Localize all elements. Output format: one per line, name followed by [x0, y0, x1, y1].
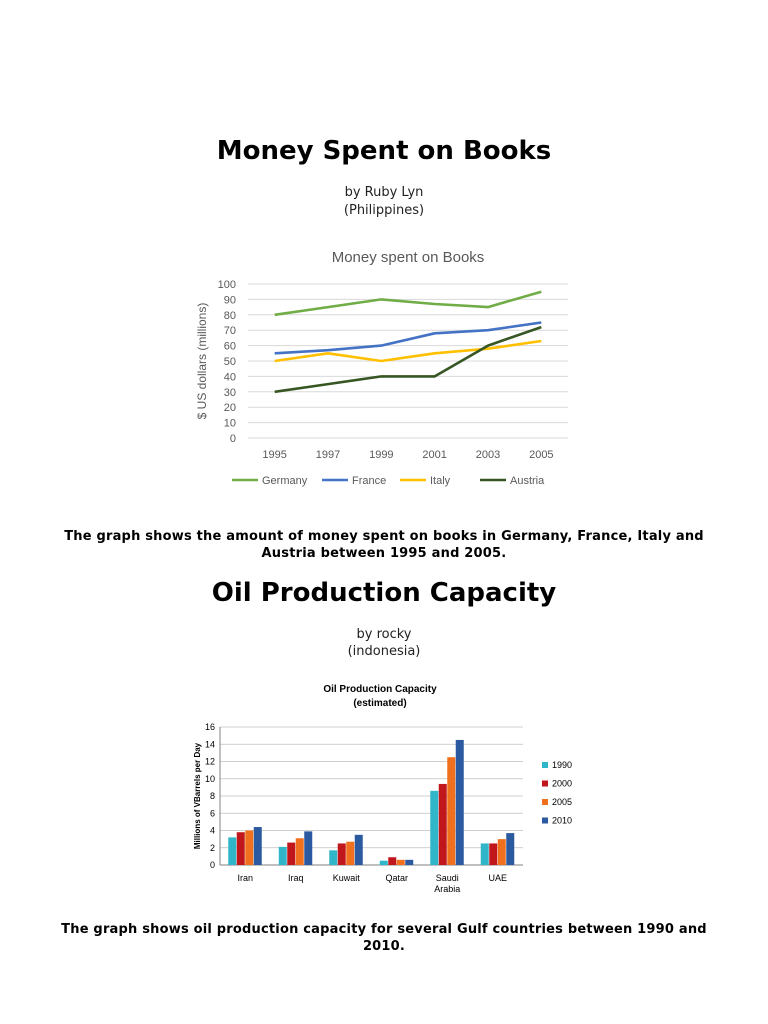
y-tick-label: 0 [209, 860, 215, 870]
bar-saudi-arabia-2010 [456, 740, 464, 865]
oil-bar-chart [185, 678, 595, 910]
page-title-books: Money Spent on Books [216, 136, 552, 166]
legend-label-france: France [352, 475, 387, 487]
y-tick-label: 70 [223, 325, 236, 338]
y-tick-label: 8 [209, 791, 215, 801]
legend-label-1990: 1990 [552, 760, 573, 770]
bar-iraq-1990 [279, 847, 287, 865]
bar-kuwait-1990 [329, 850, 337, 865]
y-tick-label: 10 [204, 773, 215, 784]
legend-label-2010: 2010 [552, 815, 573, 826]
legend-label-2005: 2005 [552, 797, 573, 807]
y-tick-label: 20 [223, 402, 236, 415]
x-tick-label: 1995 [262, 449, 287, 461]
x-tick-label: UAE [488, 873, 508, 883]
y-axis-label: $ US dollars (millions) [195, 302, 209, 420]
series-line-austria [275, 327, 542, 392]
x-tick-label: Kuwait [332, 873, 360, 883]
bar-saudi-arabia-2000 [439, 784, 447, 865]
y-tick-label: 50 [223, 356, 236, 368]
x-tick-label: Saudi [435, 873, 459, 883]
series-line-france [275, 323, 542, 354]
y-tick-label: 100 [217, 279, 236, 291]
x-tick-label: 2003 [475, 449, 501, 461]
legend-label-germany: Germany [262, 475, 308, 487]
bar-iraq-2005 [296, 838, 304, 865]
y-tick-label: 12 [204, 756, 215, 767]
y-tick-label: 14 [204, 739, 215, 750]
bar-kuwait-2010 [355, 835, 363, 865]
byline-author-books: by Ruby Lyn [344, 185, 424, 200]
byline-country-oil: (indonesia) [347, 644, 421, 659]
bar-iran-2010 [254, 827, 262, 865]
y-tick-label: 90 [223, 294, 236, 307]
x-tick-label: Iraq [287, 873, 304, 883]
legend-label-2000: 2000 [552, 778, 573, 789]
bar-uae-2000 [489, 843, 497, 865]
series-line-germany [275, 292, 542, 315]
x-tick-label: 2005 [529, 449, 554, 461]
y-tick-label: 60 [223, 340, 236, 353]
y-tick-label: 10 [223, 417, 236, 430]
bar-saudi-arabia-1990 [430, 791, 438, 865]
y-tick-label: 4 [209, 825, 215, 836]
byline-author-oil: by rocky [356, 627, 412, 642]
bar-iran-2005 [245, 831, 253, 866]
y-tick-label: 80 [223, 309, 236, 322]
bar-qatar-2005 [397, 860, 405, 865]
x-tick-label: 1997 [315, 449, 341, 461]
bar-iraq-2000 [287, 843, 295, 865]
books-line-chart [190, 240, 580, 495]
y-tick-label: 30 [223, 386, 236, 399]
chart-subtitle: (estimated) [353, 698, 407, 709]
bar-qatar-2010 [405, 860, 413, 865]
y-tick-label: 6 [209, 808, 215, 819]
x-tick-label: 1999 [369, 449, 394, 461]
x-tick-label: Iran [237, 873, 254, 883]
x-tick-label: 2001 [422, 449, 447, 461]
bar-iran-2000 [237, 832, 245, 865]
bar-iraq-2010 [304, 831, 312, 865]
bar-qatar-1990 [380, 861, 388, 865]
bar-uae-1990 [481, 843, 489, 865]
y-tick-label: 40 [223, 371, 236, 384]
chart-title: Oil Production Capacity [323, 684, 437, 695]
y-tick-label: 0 [229, 433, 236, 445]
y-axis-label: Millions of VBarrels per Day [193, 742, 202, 850]
legend-label-italy: Italy [430, 475, 451, 487]
bar-uae-2005 [498, 839, 506, 865]
bar-saudi-arabia-2005 [447, 757, 455, 865]
legend-swatch-2010 [542, 818, 548, 824]
bar-kuwait-2000 [338, 843, 346, 865]
bar-qatar-2000 [388, 857, 396, 865]
bar-iran-1990 [228, 837, 236, 865]
legend-swatch-1990 [542, 762, 548, 768]
legend-swatch-2005 [542, 799, 548, 805]
y-tick-label: 16 [204, 722, 215, 732]
x-tick-label: Arabia [434, 884, 461, 894]
bar-kuwait-2005 [346, 842, 354, 865]
page-title-oil: Oil Production Capacity [211, 578, 557, 608]
caption-oil: The graph shows oil production capacity for several Gulf countries between 1990 and 2010. [61, 922, 707, 954]
legend-label-austria: Austria [510, 475, 545, 487]
bar-uae-2010 [506, 833, 514, 865]
legend-swatch-2000 [542, 781, 548, 787]
x-tick-label: Qatar [385, 873, 409, 883]
caption-books: The graph shows the amount of money spent on books in Germany, France, Italy and Austria between 1995 and 2005. [64, 529, 704, 561]
chart-title: Money spent on Books [331, 249, 485, 266]
byline-country-books: (Philippines) [343, 203, 425, 218]
y-tick-label: 2 [209, 842, 215, 853]
